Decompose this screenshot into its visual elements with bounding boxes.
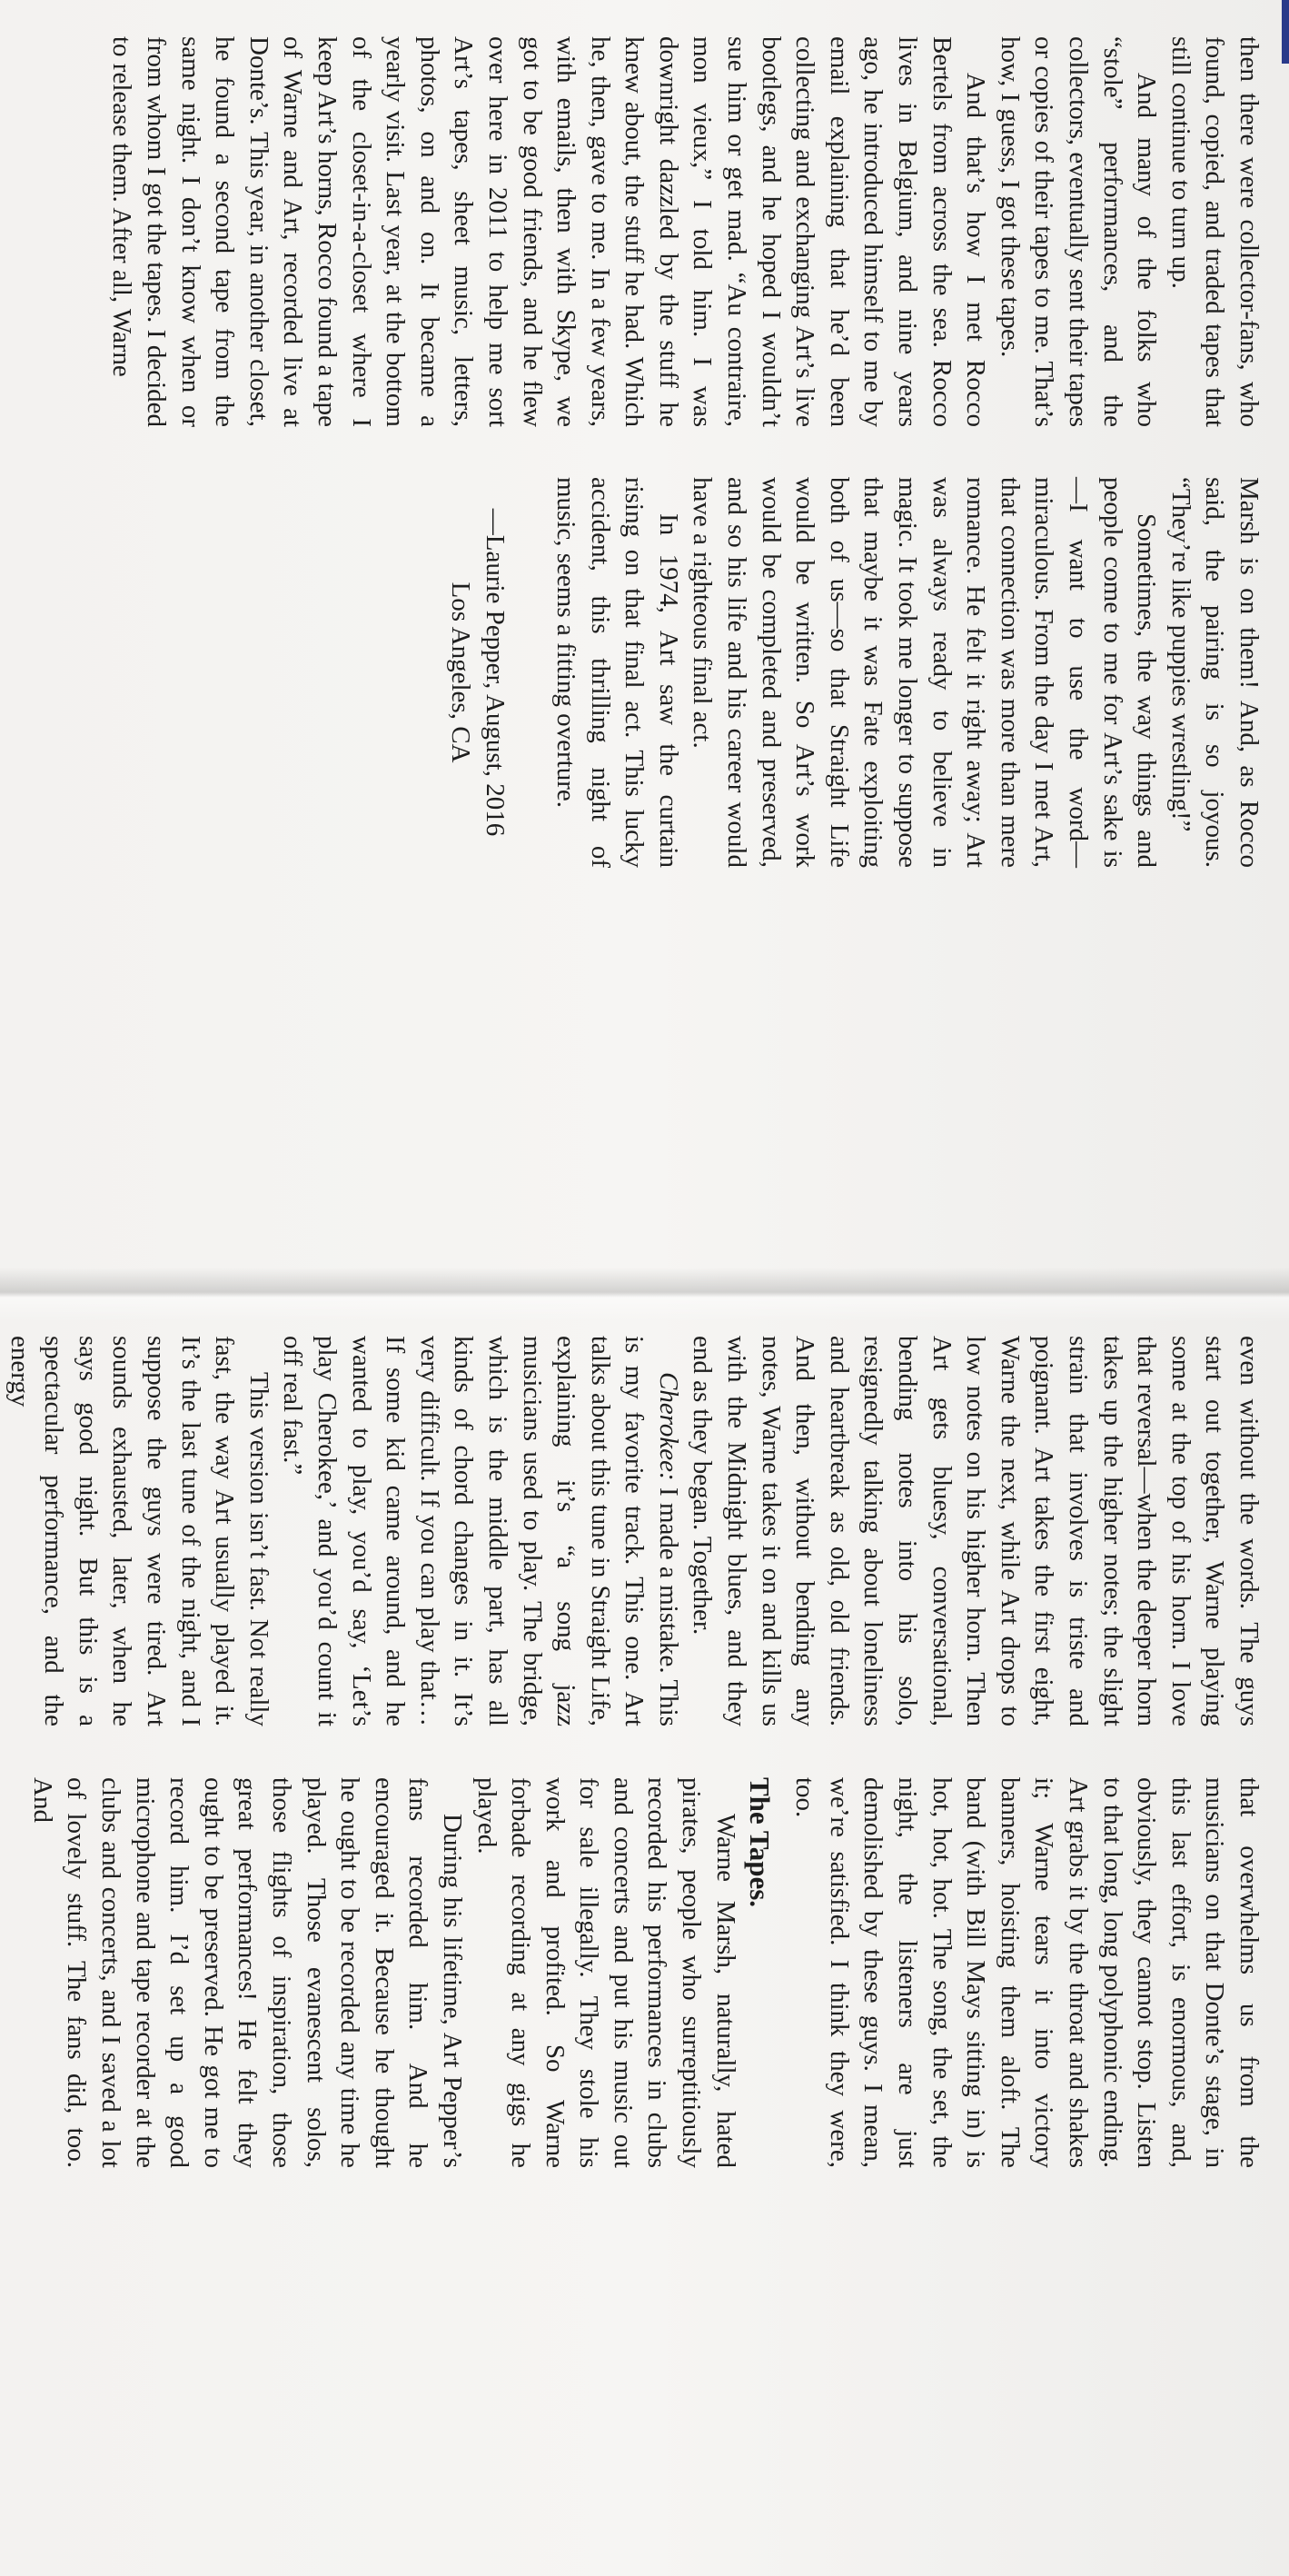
paragraph: Warne Marsh, naturally, hated pirates, people who surreptitiously recorded his performances in clubs and concerts and put his music out for sale illegally. They stole his work and profited. So Warne forbade recording at any gigs he played.	[471, 1777, 740, 2168]
signature-name: —Laurie Pepper, August, 2016	[480, 508, 510, 837]
paragraph: Marsh is on them! And, as Rocco said, the pairing is so joyous. “They’re like puppies wrestling!”	[1165, 477, 1264, 868]
text-column-4	[21, 477, 1265, 868]
section-heading: The Tapes.	[743, 1777, 776, 1908]
page-fold	[0, 1268, 1289, 1322]
paragraph: that overwhelms us from the musicians on that Donte’s stage, in this last effort, is enormous, and, obviously, they cannot stop. Listen to that long, long polyphonic ending. Art grabs it by the throat and shakes it; Warne tears it into victory banners, hoisting them aloft. The band (with Bill Mays sitting in) is hot, hot, hot. The song, the set, the night, the listeners are just demolished by these guys. I mean, we’re satisfied. I think they were, too.	[790, 1777, 1264, 2168]
text-column-2	[21, 1777, 1265, 2168]
paragraph: And many of the folks who “stole” performances, and the collectors, eventually sent their tapes or copies of their tapes to me. That’s how, I guess, I got these tapes.	[995, 36, 1162, 427]
paragraph: In 1974, Art saw the curtain rising on that final act. This lucky accident, this thrilling night of music, seems a fitting overture.	[551, 477, 683, 868]
paragraph-text: I made a mistake. This is my favorite track. This one. Art talks about this tune in Straight Life, explaining it’s “a song jazz musicians used to play. The bridge, which is the middle part, has all kinds of chord changes in it. It’s very difficult. If you can play that… If some kid came around, and he wanted to play, you’d say, ‘Let’s play Cherokee,’ and you’d count it off real fast.”	[278, 1336, 683, 1726]
text-column-1	[5, 1336, 1265, 1726]
paragraph: Sometimes, the way things and people come to me for Art’s sake is—I want to use the word—miraculous. From the day I met Art, that connection was more than mere romance. He felt it right away; Art was always ready to believe in magic. It took me longer to suppose that maybe it was Fate exploiting both of us—so that Straight Life would be written. So Art’s work would be completed and preserved, and so his life and his career would have a righteous final act.	[688, 477, 1162, 868]
paragraph: even without the words. The guys start out together, Warne playing some at the top of his horn. I love that reversal—when the deeper horn takes up the higher notes; the slight strain that involves is triste and poignant. Art takes the first eight, Warne the next, while Art drops to low notes on his higher horn. Then Art gets bluesy, conversational, bending notes into his solo, resignedly talking about loneliness and heartbreak as old, old friends. And then, without bending any notes, Warne takes it on and kills us with the Midnight blues, and they end as they began. Together.	[688, 1336, 1264, 1726]
paragraph: This version isn’t fast. Not really fast, the way Art usually played it. It’s the last tune of the night, and I suppose the guys were tired. Art sounds exhausted, later, when he says good night. But this is a spectacular performance, and the energy	[5, 1336, 273, 1726]
paragraph: During his lifetime, Art Pepper’s fans recorded him. And he encouraged it. Because he thought he ought to be recorded any time he played. Those evanescent solos, those flights of inspiration, those great performances! He felt they ought to be preserved. He got me to record him. I’d set up a good microphone and tape recorder at the clubs and concerts, and I saved a lot of lovely stuff. The fans did, too. And	[27, 1777, 467, 2168]
paragraph: And that’s how I met Rocco Bertels from across the sea. Rocco lives in Belgium, and nine years ago, he introduced himself to me by email explaining that he’d been collecting and exchanging Art’s live bootlegs, and he hoped I wouldn’t sue him or get mad. “Au contraire, mon vieux,” I told him. I was downright dazzled by the stuff he knew about, the stuff he had. Which he, then, gave to me. In a few years, with emails, then with Skype, we got to be good friends, and he flew over here in 2011 to help me sort Art’s tapes, sheet music, letters, photos, on and on. It became a yearly visit. Last year, at the bottom of the closet-in-a-closet where I keep Art’s horns, Rocco found a tape of Warne and Art, recorded live at Donte’s. This year, in another closet, he found a second tape from the same night. I don’t know when or from whom I got the tapes. I decided to release them. After all, Warne	[107, 36, 991, 427]
signature-place: Los Angeles, CA	[445, 582, 475, 763]
booklet-page-right	[0, 18, 1289, 1254]
paragraph-cherokee	[275, 1336, 685, 1726]
track-title: Cherokee:	[653, 1372, 683, 1481]
booklet-page-left	[0, 1318, 1289, 2576]
signature-block	[443, 477, 512, 868]
text-column-3	[21, 36, 1265, 427]
paragraph: then there were collector-fans, who found, copied, and traded tapes that still continue to turn up.	[1165, 36, 1264, 427]
